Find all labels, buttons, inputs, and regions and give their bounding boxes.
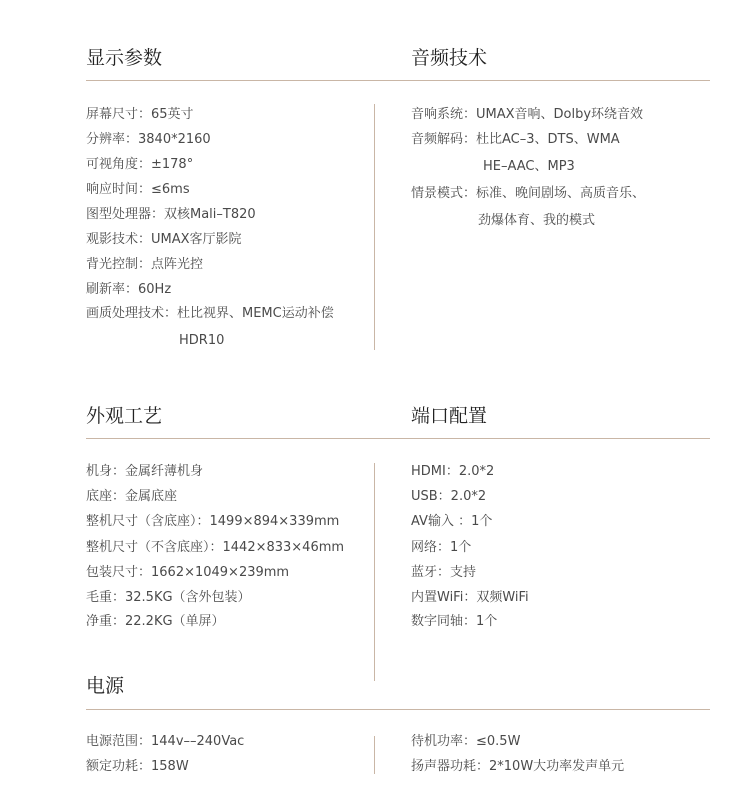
appearance-spec-row: 整机尺寸（不含底座）：1442×833×46mm [86, 540, 345, 555]
audio-spec-row-continuation: HE–AAC、MP3 [483, 159, 575, 174]
ports-spec-row: 数字同轴：1个 [411, 614, 498, 629]
ports-spec-row: 网络：1个 [411, 540, 472, 555]
power-spec-row: 扬声器功耗：2*10W大功率发声单元 [411, 759, 625, 774]
ports-section-title: 端口配置 [411, 405, 488, 427]
display-spec-row: 画质处理技术：杜比视界、MEMC运动补偿 [86, 306, 334, 321]
display-spec-row: 图型处理器：双核Mali–T820 [86, 207, 256, 222]
ports-spec-row: AV输入 ：1个 [411, 514, 493, 529]
ports-spec-row: USB：2.0*2 [411, 489, 487, 504]
audio-spec-row-continuation: 劲爆体育、我的模式 [478, 213, 596, 228]
appearance-spec-row: 毛重：32.5KG（含外包装） [86, 590, 251, 605]
power-section-title: 电源 [86, 675, 125, 697]
display-spec-row: 可视角度：±178° [86, 157, 194, 172]
appearance-divider [86, 438, 710, 439]
display-spec-row: 分辨率：3840*2160 [86, 132, 211, 147]
power-spec-row: 待机功率：≤0.5W [411, 734, 521, 749]
appearance-spec-row: 机身：金属纤薄机身 [86, 464, 204, 479]
appearance-spec-row: 包装尺寸：1662×1049×239mm [86, 565, 290, 580]
display-spec-row-continuation: HDR10 [179, 333, 225, 348]
power-spec-row: 额定功耗：158W [86, 759, 189, 774]
power-spec-row: 电源范围：144v––240Vac [86, 734, 245, 749]
appearance-spec-row: 整机尺寸（含底座）：1499×894×339mm [86, 514, 340, 529]
display-spec-row: 屏幕尺寸：65英寸 [86, 107, 194, 122]
display-spec-row: 观影技术：UMAX客厅影院 [86, 232, 242, 247]
power-column-separator [374, 736, 375, 774]
appearance-spec-row: 底座：金属底座 [86, 489, 178, 504]
display-section-title: 显示参数 [86, 47, 163, 69]
power-divider [86, 709, 710, 710]
audio-section-title: 音频技术 [411, 47, 488, 69]
appearance-column-separator [374, 463, 375, 681]
display-spec-row: 响应时间：≤6ms [86, 182, 190, 197]
audio-spec-row: 音频解码：杜比AC–3、DTS、WMA [411, 132, 620, 147]
ports-spec-row: 内置WiFi：双频WiFi [411, 590, 529, 605]
display-spec-row: 背光控制：点阵光控 [86, 257, 204, 272]
ports-spec-row: HDMI：2.0*2 [411, 464, 495, 479]
audio-spec-row: 情景模式：标准、晚间剧场、高质音乐、 [411, 186, 646, 201]
audio-spec-row: 音响系统：UMAX音响、Dolby环绕音效 [411, 107, 644, 122]
appearance-section-title: 外观工艺 [86, 405, 163, 427]
display-column-separator [374, 104, 375, 350]
display-divider [86, 80, 710, 81]
display-spec-row: 刷新率：60Hz [86, 282, 172, 297]
appearance-spec-row: 净重：22.2KG（单屏） [86, 614, 225, 629]
ports-spec-row: 蓝牙：支持 [411, 565, 477, 580]
